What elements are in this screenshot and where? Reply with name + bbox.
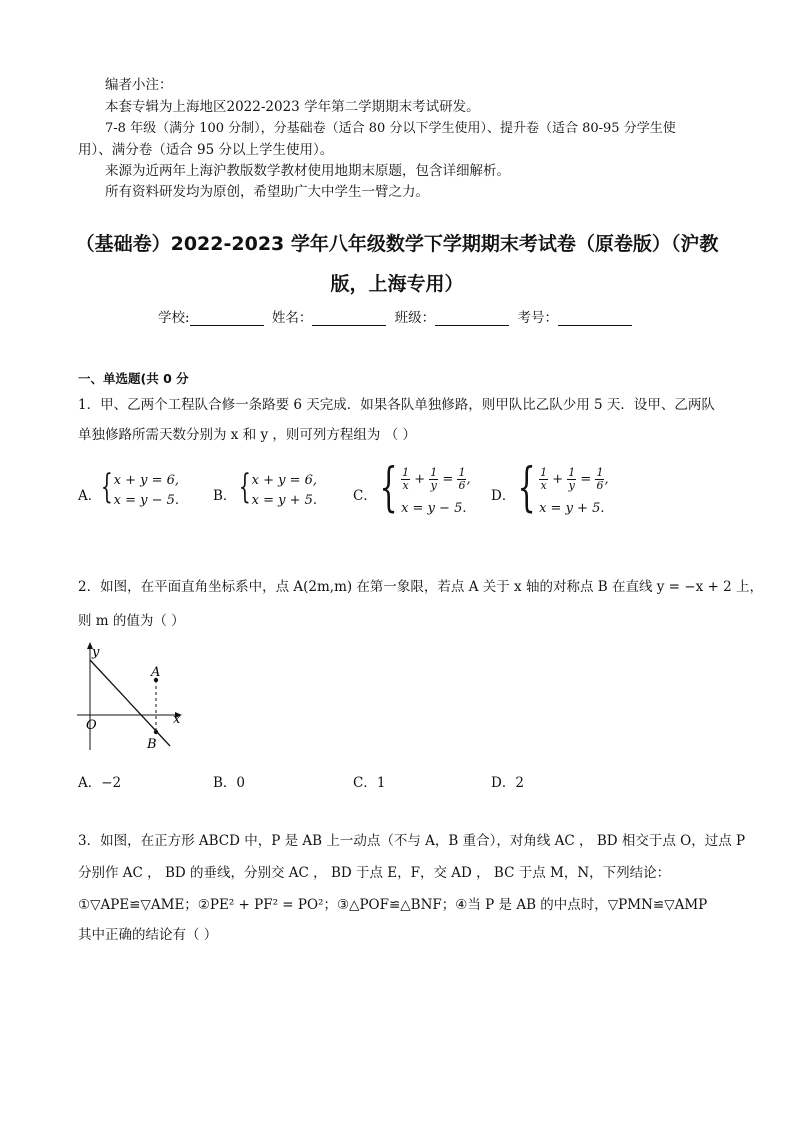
q3-line-2: 分别作 AC ， BD 的垂线，分别交 AC ， BD 于点 E，F，交 AD ， BC 于点 M，N，下列结论： bbox=[78, 865, 671, 881]
q1-option-c-system: { $\frac{1}{x}$ + $\frac{1}{y}$ = $\frac{1}{6}$ , x = y − 5. bbox=[379, 458, 471, 518]
fraction: $\frac{1}{6}$ bbox=[596, 465, 604, 492]
fraction: $\frac{1}{x}$ bbox=[402, 465, 410, 492]
q1-a-eq2: x = y − 5. bbox=[113, 492, 180, 508]
notes-line-4: 来源为近两年上海沪教版数学教材使用地期末原题，包含详细解析。 bbox=[105, 163, 510, 179]
exam-title-line-1: （基础卷）2022-2023 学年八年级数学下学期期末考试卷（原卷版）（沪教 bbox=[75, 233, 719, 255]
q1-b-eq1: x + y = 6, bbox=[251, 472, 318, 488]
class-field[interactable] bbox=[435, 311, 509, 326]
brace-symbol: { bbox=[238, 467, 251, 507]
class-label: 班级： bbox=[394, 310, 436, 326]
origin-label: O bbox=[86, 718, 97, 733]
fraction: $\frac{1}{x}$ bbox=[540, 465, 548, 492]
fraction: $\frac{1}{6}$ bbox=[458, 465, 466, 492]
q1-option-b-label: B． bbox=[213, 488, 237, 504]
number-label: 考号： bbox=[517, 310, 558, 326]
q2-option-a: A．−2 bbox=[78, 775, 122, 791]
q1-option-a-label: A． bbox=[78, 488, 102, 504]
y-axis-label: y bbox=[92, 645, 100, 660]
school-field[interactable] bbox=[190, 311, 264, 326]
fraction: $\frac{1}{y}$ bbox=[430, 465, 438, 492]
q1-line-2: 单独修路所需天数分别为 x 和 y ，则可列方程组为 （ ） bbox=[78, 427, 416, 443]
notes-heading: 编者小注： bbox=[105, 77, 173, 93]
notes-line-5: 所有资料研发均为原创，希望助广大中学生一臂之力。 bbox=[105, 184, 429, 200]
notes-line-3: 用）、满分卷（适合 95 分以上学生使用）。 bbox=[78, 142, 334, 158]
q2-option-c: C．1 bbox=[353, 775, 386, 791]
school-label: 学校: bbox=[158, 310, 190, 326]
q2-line-1: 2．如图，在平面直角坐标系中，点 A(2m,m) 在第一象限，若点 A 关于 x 轴的对称点 B 在直线 y = −x + 2 上， bbox=[78, 579, 763, 595]
student-info-row bbox=[0, 306, 794, 326]
q1-option-d-system: { $\frac{1}{x}$ + $\frac{1}{y}$ = $\frac{1}{6}$ , x = y + 5. bbox=[517, 458, 609, 518]
notes-line-1: 本套专辑为上海地区2022-2023 学年第二学期期末考试研发。 bbox=[105, 99, 480, 115]
point-b bbox=[154, 730, 158, 734]
q1-a-eq1: x + y = 6, bbox=[113, 472, 180, 488]
brace-symbol: { bbox=[100, 467, 113, 507]
name-field[interactable] bbox=[312, 311, 386, 326]
q1-b-eq2: x = y + 5. bbox=[251, 492, 318, 508]
q3-line-3: ①▽APE≌▽AME；②PE² + PF² = PO²；③△POF≌△BNF；④当 P 是 AB 的中点时，▽PMN≌▽AMP bbox=[78, 897, 708, 913]
brace-symbol: { bbox=[517, 458, 536, 518]
q2-coordinate-figure bbox=[72, 640, 192, 755]
x-axis-label: x bbox=[173, 712, 181, 727]
q3-line-1: 3．如图，在正方形 ABCD 中，P 是 AB 上一动点（不与 A，B 重合），对角线 AC ， BD 相交于点 O，过点 P bbox=[78, 833, 746, 849]
point-b-label: B bbox=[147, 737, 157, 752]
q1-line-1: 1．甲、乙两个工程队合修一条路要 6 天完成．如果各队单独修路，则甲队比乙队少用 5 天．设甲、乙两队 bbox=[78, 397, 715, 413]
q2-option-b: B．0 bbox=[213, 775, 246, 791]
point-a-label: A bbox=[151, 665, 161, 680]
number-field[interactable] bbox=[558, 311, 632, 326]
q1-c-eq2: x = y − 5. bbox=[401, 500, 467, 516]
q1-d-eq2: x = y + 5. bbox=[539, 500, 605, 516]
q1-option-b-system bbox=[234, 467, 318, 510]
name-label: 姓名： bbox=[271, 310, 313, 326]
exam-title-line-2: 版，上海专用） bbox=[330, 273, 464, 295]
q1-option-a-system bbox=[96, 467, 180, 510]
section-heading: 一、单选题(共 0 分 bbox=[78, 371, 189, 386]
notes-line-2: 7-8 年级（满分 100 分制），分基础卷（适合 80 分以下学生使用）、提升卷（适合 80-95 分学生使 bbox=[105, 121, 676, 136]
q1-option-c-label: C． bbox=[353, 488, 377, 504]
q1-option-d-label: D． bbox=[491, 488, 516, 504]
brace-symbol: { bbox=[379, 458, 398, 518]
fraction: $\frac{1}{y}$ bbox=[568, 465, 576, 492]
q2-option-d: D．2 bbox=[491, 775, 524, 791]
q2-line-2: 则 m 的值为（ ） bbox=[78, 613, 185, 629]
q3-line-4: 其中正确的结论有（ ） bbox=[78, 927, 218, 943]
